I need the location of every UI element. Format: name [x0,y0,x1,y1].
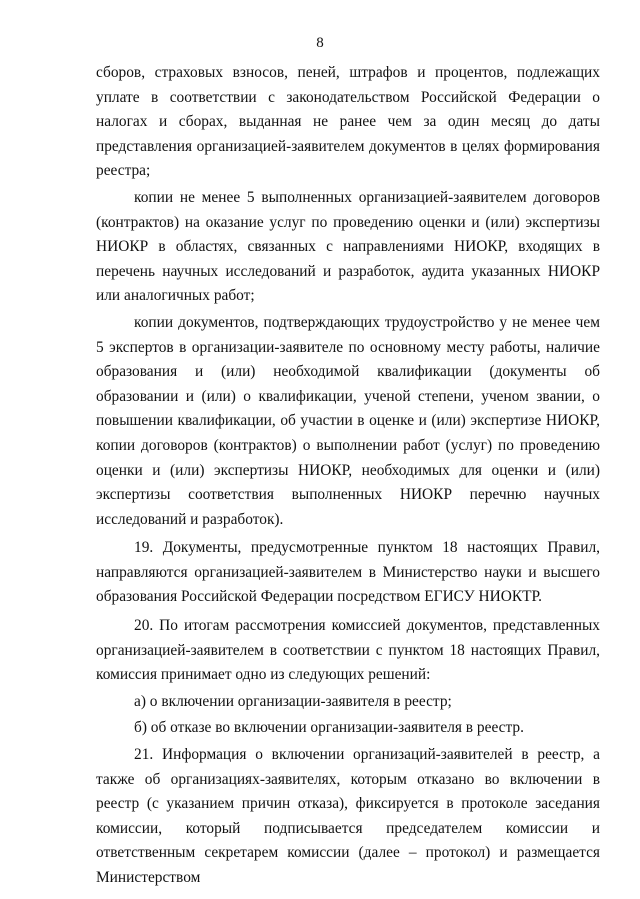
page-number: 8 [316,35,324,51]
document-body [96,61,600,891]
paragraph-continuation-tax-certificate: сборов, страховых взносов, пеней, штрафов и процентов, подлежащих уплате в соответствии с законодательством Российской Федерации о налогах и сборах, выданная не ранее чем за один месяц до даты представления организацией-заявителем документов в целях формирования реестра; [96,64,600,180]
paragraph-contract-copies: копии не менее 5 выполненных организацией-заявителем договоров (контрактов) на оказание услуг по проведению оценки и (или) экспертизы НИОКР в областях, связанных с направлениями НИОКР, входящих в перечень научных исследований и разработок, аудита указанных НИОКР или аналогичных работ; [96,188,600,305]
paragraph-clause-21: 21. Информация о включении организаций-заявителей в реестр, а также об организациях-заявителях, которым отказано во включении в реестр (с указанием причин отказа), фиксируется в протоколе заседания комиссии, который подписывается председателем комиссии и ответственным секретарем комиссии (далее – протокол) и размещается Министерством [96,746,600,886]
list-item-decision-a: а) о включении организации-заявителя в реестр; [134,692,452,710]
paragraph-clause-20: 20. По итогам рассмотрения комиссией документов, представленных организацией-заявителем в соответствии с пунктом 18 настоящих Правил, комиссия принимает одно из следующих решений: [96,617,600,684]
paragraph-expert-documents: копии документов, подтверждающих трудоустройство у не менее чем 5 экспертов в организации-заявителе по основному месту работы, наличие образования и (или) необходимой квалификации (документы об образовании и (или) о квалификации, ученой степени, ученом звании, о повышении квалификации, об участии в оценке и (или) экспертизе НИОКР, копии договоров (контрактов) о выполнении работ (услуг) по проведению оценки и (или) экспертизы НИОКР, необходимых для оценки и (или) экспертизы соответствия выполненных НИОКР перечню научных исследований и разработок). [96,313,600,528]
list-item-decision-b: б) об отказе во включении организации-заявителя в реестр. [134,719,524,737]
paragraph-clause-19: 19. Документы, предусмотренные пунктом 18 настоящих Правил, направляются организацией-заявителем в Министерство науки и высшего образования Российской Федерации посредством ЕГИСУ НИОКТР. [96,539,600,606]
